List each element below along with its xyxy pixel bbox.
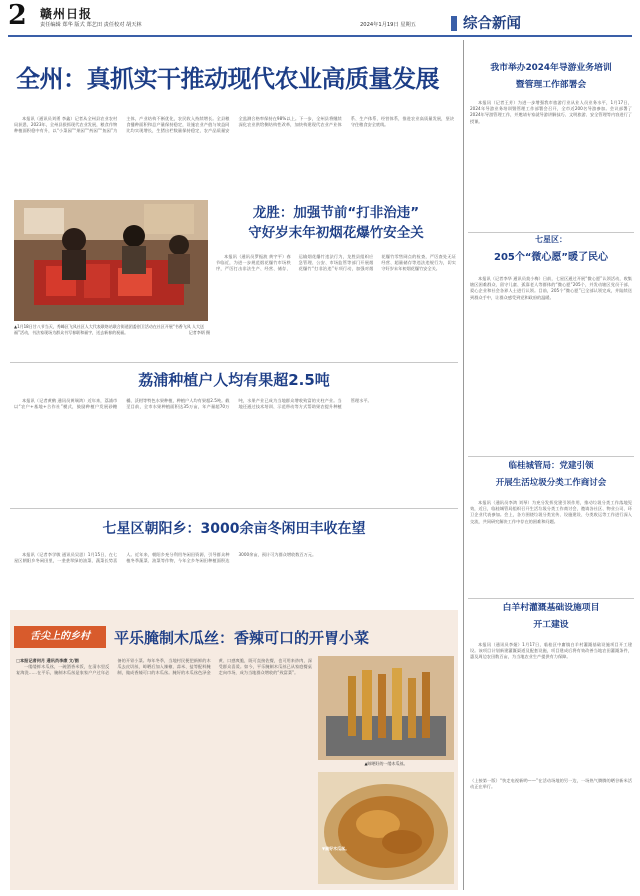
firecracker-body <box>216 254 456 352</box>
right1-paragraph: 本报讯（记者王芳）为进一步增强我市旅游行业从业人员业务水平，1月17日，2024年导游业务培训暨管理工作部署会召开，全市近200名导游参加。会议部署了2024年导游管理工作，并邀请专家就导游讲解技巧、文明旅游、安全管理等内容进行了授课。 <box>470 100 632 124</box>
pickled-papaya-image <box>318 772 454 884</box>
calligraphy-scene-image <box>14 200 208 321</box>
right4-headline-1: 白羊村灌溉基础设施项目 <box>502 603 600 613</box>
right3-headline-box <box>468 458 634 498</box>
right3-kicker: 临桂城管局：党建引领 <box>508 461 594 471</box>
right2-paragraph: 本报讯（记者李华 通讯员莫小梅）日前，七星区通过开展“微心愿”认领活动，收集辖区困难群众、留守儿童、孤寡老人等群体的“微心愿”205个，并发动辖区党员干部、爱心企业和社会各界人士进行认领。目前，205个“微心愿”已全部认领完成，并陆续送到群众手中，让群众感受到党和政府的温暖。 <box>470 276 632 300</box>
right1-headline-2: 暨管理工作部署会 <box>515 80 587 90</box>
lead-photo-caption <box>14 324 210 352</box>
right4-continued <box>470 778 632 888</box>
pickle-headline: 平乐腌制木瓜丝：香辣可口的开胃小菜 <box>114 629 370 647</box>
column-tag <box>14 626 106 648</box>
firecracker-paragraph: 本报讯（通讯员罗振波 黄宇平）春节临近，为进一步规范烟花爆竹市场秩序，严厉打击非法生产、经营、储存、运输烟花爆竹违法行为，龙胜县组织应急管理、公安、市场监管等部门开展烟花爆竹“打非治违”专项行动，加强对烟花爆竹零售网点的检查，严厉查处无证经营、超量储存等违法违规行为，切实守好岁末年初烟花爆竹安全关。 <box>216 254 456 272</box>
chaoyang-body <box>14 552 454 606</box>
lead-photo <box>14 200 208 321</box>
lipu-headline: 荔浦种植户人均有果超2.5吨 <box>138 371 330 389</box>
right2-headline: 205个“微心愿”暖了民心 <box>493 252 609 263</box>
right3-body <box>470 500 632 596</box>
firecracker-headline-box <box>216 203 456 247</box>
pickle-paragraph: 一缕缕鲜木瓜丝，一碗酒香米饭，在清水里反复淘洗……在平乐，腌制木瓜丝是家家户户过年必备的开胃小菜。每年冬季，当地村民便把新鲜的木瓜去皮切丝，晾晒后加入辣椒、蒜米、盐等配料腌制，做成香辣可口的木瓜丝。腌好的木瓜丝色泽金黄、口感爽脆，既可直接佐餐，也可用来炒肉，深受群众喜爱。如今，平乐腌制木瓜丝已从家庭餐桌走向市场，成为当地群众增收的“致富菜”。 <box>16 658 312 676</box>
dried-papaya-image <box>318 656 454 760</box>
right2-headline-box <box>468 232 634 276</box>
firecracker-headline-1: 龙胜：加强节前“打非治违” <box>252 205 420 221</box>
photo-credit: 记者李炳 摄 <box>188 329 210 335</box>
pickle-photo-1 <box>318 656 454 760</box>
pickle-caption-1: ▲晾晒好的一缕木瓜丝。 <box>364 761 408 766</box>
masthead-rule <box>8 35 632 37</box>
lead-paragraph: 本报讯（通讯员刘勇 李鑫）记者从全州县农业农村局获悉，2023年，全州县狠抓现代农业发展，粮食作物种植面积稳中有升，以“小菜园”“果园”“药园”“鱼园”为主体，产业结构不断优化，农民收入持续增长。全县粮食播种面积和总产量保持稳定，设施农业产值与效益同比均实现增长，生猪出栏数量保持稳定，农产品质量安全监测合格率保持在98%以上。下一步，全州县将继续深化农业供给侧结构性改革，加快构建现代农业产业体系、生产体系、经营体系，推进农业高质量发展，坚决守住粮食安全底线。 <box>14 116 454 134</box>
editor-line: 责任编辑 郑华 版式 郑艺田 责任校对 胡天林 <box>40 22 142 28</box>
photo-caption-text: ▲1月18日甘八节当天，秀峰区飞凤社区人大代表联络站联合街道团委创卫活动在社区开展“书香飞凤 人大送福”活动，书法家现场为群众书写春联和福字，送去新春的祝福。 <box>14 324 205 335</box>
chaoyang-headline: 七星区朝阳乡：3000余亩冬闲田丰收在望 <box>102 521 366 537</box>
lead-headline: 全州：真抓实干推动现代农业高质量发展 <box>16 65 439 93</box>
pickle-feature <box>10 610 458 890</box>
date-line: 2024年1月19日 星期五 <box>360 22 416 28</box>
pickle-body <box>16 658 312 886</box>
rule-right3-top <box>468 456 634 457</box>
column-divider <box>463 40 464 890</box>
rule-right4-top <box>468 598 634 599</box>
rule-chaoyang-top <box>10 508 458 509</box>
lipu-paragraph: 本报讯（记者黄鹤 通讯员黄瑞鸿）近年来，荔浦市以“农户+基地+合作社”模式，鼓励种植户发展砂糖橘、沃柑等特色水果种植，种植户人均有果超2.5吨。截至目前，全市水果种植面积达35万亩，年产量超70万吨，水果产业已成为当地群众增收致富的支柱产业。当地还通过技术培训、示范带动等方式帮助果农提升种植管理水平。 <box>14 398 372 410</box>
pickle-byline: □本报记者何月 通讯员李康 文/图 <box>16 658 79 663</box>
right2-body <box>470 276 632 452</box>
right4-headline-box <box>468 600 634 640</box>
right4-paragraph: 本报讯（通讯员李娅）1月17日，临桂区中庸镇白羊村灌溉基础设施项目开工建设。该项目计划新建灌溉渠道及配套设施，项目建成后将有效改善当地农田灌溉条件，惠及周边农田数百亩，为当地农业生产提供有力保障。 <box>470 642 632 660</box>
pickle-photo-2 <box>318 772 454 884</box>
lead-body <box>14 116 454 188</box>
right3-headline: 开展生活垃圾分类工作商讨会 <box>495 478 607 488</box>
section-marker <box>451 16 457 31</box>
right1-headline-1: 我市举办2024年导游业务培训 <box>490 63 612 73</box>
right2-kicker: 七星区： <box>535 235 567 244</box>
section-title: 综合新闻 <box>463 16 521 32</box>
right1-headline-box <box>468 60 634 100</box>
lead-headline-box <box>10 63 456 97</box>
right1-body <box>470 100 632 228</box>
page-number: 2 <box>8 0 27 31</box>
lipu-body <box>14 398 454 506</box>
rule-lipu-top <box>10 362 458 363</box>
right4-continued-text: （上接第一版）“快走电视新哟——”在活动场地的另一边，一场热气腾腾的晒谷新米活动正在举行。 <box>470 778 632 790</box>
right3-paragraph: 本报讯（通讯员李鸿 刘琴）为充分发挥党建引领作用，推动垃圾分类工作落地见效，近日，临桂城管局组织召开生活垃圾分类工作商讨会，邀请各社区、物业公司、环卫企业代表参加。会上，各方围绕垃圾分类宣传、设施建设、分类收运等工作进行深入交流，共同研究解决工作中存在的困难和问题。 <box>470 500 632 524</box>
chaoyang-paragraph: 本报讯（记者李学敏 通讯员吴思）1月15日，在七星区朝阳乡冬闲田里，一垄垄翠绿的油菜、蔬菜长势喜人。近年来，朝阳乡充分利用冬闲田资源，引导群众种植冬季蔬菜、油菜等作物，今年全乡冬闲田种植面积达3000余亩，预计可为群众增收数百万元。 <box>14 552 317 564</box>
right4-body <box>470 642 632 728</box>
firecracker-headline-2: 守好岁末年初烟花爆竹安全关 <box>248 225 424 241</box>
section-tab <box>451 14 634 34</box>
logo: 赣州日报 <box>40 7 93 21</box>
right4-headline-2: 开工建设 <box>533 620 569 630</box>
column-tag-text: 舌尖上的乡村 <box>30 631 90 642</box>
pickle-caption-2: ▼腌好木瓜丝。 <box>322 846 350 851</box>
masthead <box>0 0 640 34</box>
